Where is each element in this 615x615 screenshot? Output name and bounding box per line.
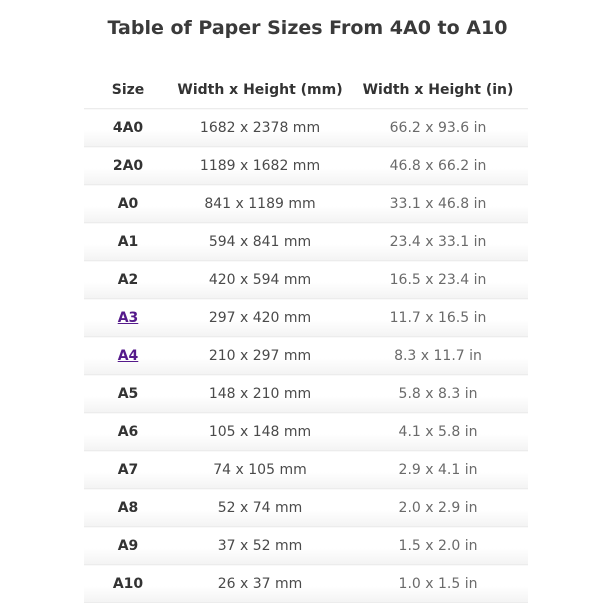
in-cell: 4.1 x 5.8 in [348, 413, 528, 451]
table-row [84, 451, 528, 489]
column-header-size: Size [84, 71, 172, 109]
column-header-in: Width x Height (in) [348, 71, 528, 109]
in-cell: 2.0 x 2.9 in [348, 489, 528, 527]
size-cell [84, 337, 172, 375]
mm-cell: 841 x 1189 mm [172, 185, 348, 223]
size-link[interactable]: A3 [117, 309, 139, 326]
table-row [84, 223, 528, 261]
table-row [84, 109, 528, 147]
in-cell: 2.9 x 4.1 in [348, 451, 528, 489]
size-cell: A10 [84, 565, 172, 603]
table-header-row [84, 71, 528, 109]
mm-cell: 26 x 37 mm [172, 565, 348, 603]
table-header [84, 71, 528, 109]
table-row [84, 489, 528, 527]
size-cell [84, 299, 172, 337]
size-cell: 2A0 [84, 147, 172, 185]
in-cell: 1.0 x 1.5 in [348, 565, 528, 603]
size-cell: A6 [84, 413, 172, 451]
in-cell: 33.1 x 46.8 in [348, 185, 528, 223]
size-cell: A1 [84, 223, 172, 261]
in-cell: 16.5 x 23.4 in [348, 261, 528, 299]
in-cell: 8.3 x 11.7 in [348, 337, 528, 375]
table-row [84, 261, 528, 299]
mm-cell: 105 x 148 mm [172, 413, 348, 451]
mm-cell: 210 x 297 mm [172, 337, 348, 375]
in-cell: 11.7 x 16.5 in [348, 299, 528, 337]
table-body [84, 109, 528, 603]
table-row [84, 413, 528, 451]
in-cell: 1.5 x 2.0 in [348, 527, 528, 565]
column-header-mm: Width x Height (mm) [172, 71, 348, 109]
mm-cell: 52 x 74 mm [172, 489, 348, 527]
size-cell: A8 [84, 489, 172, 527]
size-cell: A7 [84, 451, 172, 489]
in-cell: 5.8 x 8.3 in [348, 375, 528, 413]
table-row [84, 147, 528, 185]
table-row [84, 299, 528, 337]
mm-cell: 1189 x 1682 mm [172, 147, 348, 185]
table-row [84, 337, 528, 375]
mm-cell: 74 x 105 mm [172, 451, 348, 489]
table-row [84, 565, 528, 603]
page-title: Table of Paper Sizes From 4A0 to A10 [107, 17, 508, 39]
mm-cell: 594 x 841 mm [172, 223, 348, 261]
mm-cell: 1682 x 2378 mm [172, 109, 348, 147]
mm-cell: 148 x 210 mm [172, 375, 348, 413]
table-row [84, 185, 528, 223]
mm-cell: 37 x 52 mm [172, 527, 348, 565]
size-cell: 4A0 [84, 109, 172, 147]
in-cell: 23.4 x 33.1 in [348, 223, 528, 261]
in-cell: 66.2 x 93.6 in [348, 109, 528, 147]
paper-sizes-table [84, 71, 528, 603]
mm-cell: 420 x 594 mm [172, 261, 348, 299]
size-link[interactable]: A4 [117, 347, 139, 364]
in-cell: 46.8 x 66.2 in [348, 147, 528, 185]
table-row [84, 375, 528, 413]
mm-cell: 297 x 420 mm [172, 299, 348, 337]
size-cell: A5 [84, 375, 172, 413]
size-cell: A2 [84, 261, 172, 299]
size-cell: A9 [84, 527, 172, 565]
size-cell: A0 [84, 185, 172, 223]
table-row [84, 527, 528, 565]
